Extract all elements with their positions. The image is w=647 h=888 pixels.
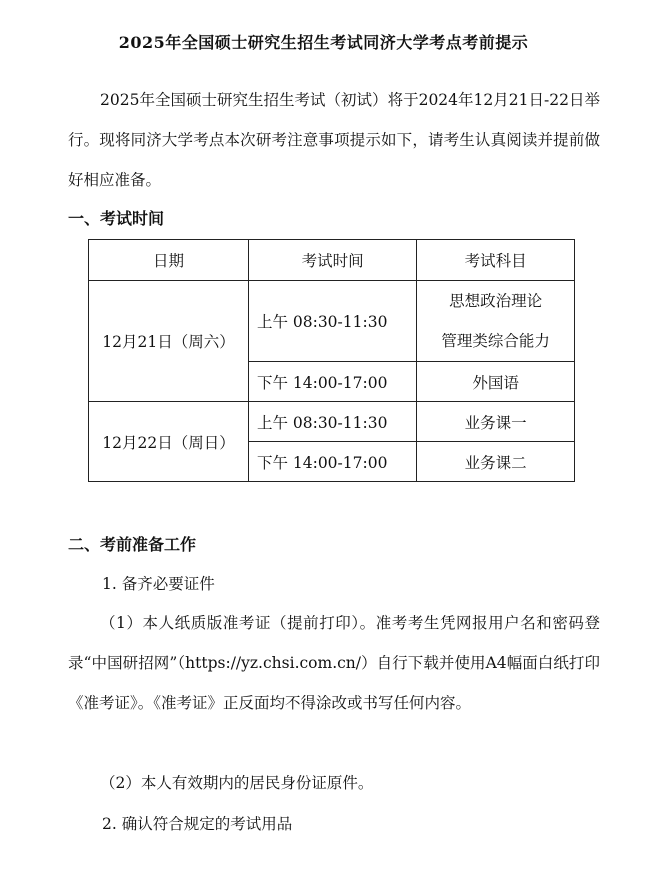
intro-paragraph: 2025年全国硕士研究生招生考试（初试）将于2024年12月21日-22日举行。现将同济大学考点本次研考注意事项提示如下，请考生认真阅读并提前做好相应准备。: [68, 91, 600, 189]
date-cell-day2: 12月22日（周日）: [89, 402, 249, 482]
item-1-paragraph-1: （1）本人纸质版准考证（提前打印）。准考考生凭网报用户名和密码登录“中国研招网”（https://yz.chsi.com.cn/）自行下载并使用A4幅面白纸打印《准考证》。《准考证》正反面均不得涂改或书写任何内容。: [68, 614, 600, 712]
section-heading-exam-time: 一、考试时间: [68, 209, 165, 228]
subject-cell-day2-am: 业务课一: [417, 402, 575, 442]
subject-cell-day2-pm: 业务课二: [417, 442, 575, 482]
date-cell-day1: 12月21日（周六）: [89, 281, 249, 402]
page-title: 2025年全国硕士研究生招生考试同济大学考点考前提示: [118, 33, 529, 52]
subject-management: 管理类综合能力: [441, 332, 550, 350]
table-header-row: [89, 240, 575, 281]
time-cell-day1-pm: 下午 14:00-17:00: [248, 362, 416, 402]
table-row: [89, 281, 575, 362]
item-1-heading: 1. 备齐必要证件: [102, 575, 215, 593]
time-cell-day2-pm: 下午 14:00-17:00: [248, 442, 416, 482]
subject-cell-day1-am: [417, 281, 575, 362]
exam-schedule-table: [88, 239, 575, 482]
subject-politics: 思想政治理论: [449, 292, 543, 310]
time-cell-day2-am: 上午 08:30-11:30: [248, 402, 416, 442]
header-exam-subject: 考试科目: [417, 240, 575, 281]
section-heading-preparation: 二、考前准备工作: [68, 535, 197, 554]
header-exam-time: 考试时间: [248, 240, 416, 281]
item-1-paragraph-2: （2）本人有效期内的居民身份证原件。: [100, 774, 374, 792]
header-date: 日期: [89, 240, 249, 281]
item-2-heading: 2. 确认符合规定的考试用品: [102, 815, 293, 833]
time-cell-day1-am: 上午 08:30-11:30: [248, 281, 416, 362]
table-row: [89, 402, 575, 442]
subject-cell-day1-pm: 外国语: [417, 362, 575, 402]
